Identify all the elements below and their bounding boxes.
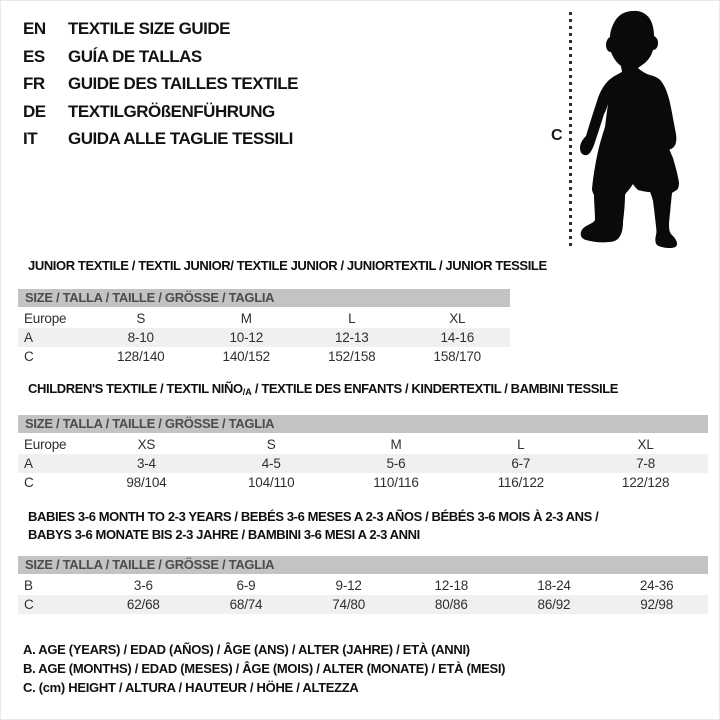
child-silhouette-icon (578, 6, 710, 249)
size-value: 24-36 (639, 578, 674, 593)
title-line-2: BABYS 3-6 MONATE BIS 2-3 JAHRE / BAMBINI 3-6 MESI A 2-3 ANNI (28, 527, 420, 542)
size-value: 92/98 (605, 595, 708, 614)
table-row-a (18, 328, 510, 347)
size-value: 3-4 (84, 454, 209, 473)
size-value: XS (137, 437, 156, 452)
size-value: 152/158 (328, 349, 376, 364)
table-row-europe (18, 435, 708, 454)
title-text: CHILDREN'S TEXTILE / TEXTIL NIÑO (28, 381, 243, 396)
height-measure-line (569, 12, 572, 250)
junior-size-table (18, 309, 510, 366)
junior-section (18, 258, 547, 366)
size-value: 158/170 (433, 349, 481, 364)
language-code: DE (23, 101, 46, 121)
size-value: 9-12 (335, 578, 362, 593)
size-value: 8-10 (88, 328, 194, 347)
size-value: 18-24 (537, 578, 571, 593)
row-label: B (24, 578, 33, 593)
row-label: A (18, 454, 84, 473)
table-row-c (18, 595, 708, 614)
table-row-a (18, 454, 708, 473)
size-value: 68/74 (195, 595, 298, 614)
language-label: TEXTILE SIZE GUIDE (68, 19, 230, 38)
language-row (23, 70, 298, 98)
size-value: 62/68 (92, 595, 195, 614)
size-header-bar: SIZE / TALLA / TAILLE / GRÖSSE / TAGLIA (18, 415, 708, 433)
row-label: C (24, 349, 34, 364)
language-row (23, 15, 298, 43)
babies-size-table (18, 576, 708, 614)
row-label: A (18, 328, 88, 347)
size-value: 116/122 (497, 475, 544, 490)
footnote-c: C. (cm) HEIGHT / ALTURA / HAUTEUR / HÖHE / ALTEZZA (23, 680, 359, 695)
language-label: GUIDA ALLE TAGLIE TESSILI (68, 129, 293, 148)
language-list (23, 15, 298, 153)
children-section-title (28, 382, 708, 399)
size-value: 128/140 (117, 349, 165, 364)
language-label: GUÍA DE TALLAS (68, 46, 202, 66)
title-subscript: /A (242, 387, 252, 397)
language-code: FR (23, 74, 45, 93)
children-section (18, 382, 708, 492)
row-label: Europe (24, 311, 67, 326)
size-value: 12-13 (299, 328, 405, 347)
language-row (23, 98, 298, 126)
size-value: 74/80 (297, 595, 400, 614)
size-value: 12-18 (434, 578, 469, 593)
table-row-b (18, 576, 708, 595)
size-value: 6-9 (236, 578, 256, 593)
size-value: 80/86 (400, 595, 503, 614)
height-label-c: C (551, 127, 563, 144)
title-line-1: BABIES 3-6 MONTH TO 2-3 YEARS / BEBÉS 3-6 MESES A 2-3 AÑOS / BÉBÉS 3-6 MOIS À 2-3 ANS / (28, 509, 599, 524)
size-value: 104/110 (247, 475, 295, 490)
size-value: XL (449, 311, 466, 326)
size-header-bar: SIZE / TALLA / TAILLE / GRÖSSE / TAGLIA (18, 289, 510, 307)
size-header-bar: SIZE / TALLA / TAILLE / GRÖSSE / TAGLIA (18, 556, 708, 574)
size-value: 14-16 (405, 328, 511, 347)
language-row (23, 43, 298, 71)
size-value: L (348, 311, 356, 326)
junior-section-title: JUNIOR TEXTILE / TEXTIL JUNIOR/ TEXTILE JUNIOR / JUNIORTEXTIL / JUNIOR TESSILE (28, 258, 547, 273)
size-value: 4-5 (209, 454, 334, 473)
language-code: EN (23, 19, 46, 38)
size-value: L (517, 437, 525, 452)
table-row-c (18, 347, 510, 366)
table-row-europe (18, 309, 510, 328)
size-value: 3-6 (133, 578, 153, 593)
size-value: S (266, 437, 276, 452)
size-value: 110/116 (373, 475, 419, 490)
row-label: C (18, 595, 92, 614)
language-label: TEXTILGRÖßENFÜHRUNG (68, 101, 275, 121)
row-label: C (24, 475, 34, 490)
size-value: 122/128 (621, 475, 670, 490)
size-value: S (136, 311, 146, 326)
row-label: Europe (24, 437, 67, 452)
babies-section-title (28, 508, 708, 544)
size-value: XL (637, 437, 654, 452)
footnote-a: A. AGE (YEARS) / EDAD (AÑOS) / ÂGE (ANS) / ALTER (JAHRE) / ETÀ (ANNI) (23, 642, 470, 657)
size-value: 10-12 (194, 328, 300, 347)
footnote-b: B. AGE (MONTHS) / EDAD (MESES) / ÂGE (MOIS) / ALTER (MONATE) / ETÀ (MESI) (23, 661, 506, 676)
size-value: M (240, 311, 252, 326)
size-value: 98/104 (126, 475, 167, 490)
language-row (23, 125, 298, 153)
title-text: / TEXTILE DES ENFANTS / KINDERTEXTIL / BAMBINI TESSILE (251, 381, 619, 396)
size-value: 86/92 (503, 595, 606, 614)
size-value: 5-6 (334, 454, 459, 473)
language-label: GUIDE DES TAILLES TEXTILE (68, 74, 298, 93)
size-value: 7-8 (583, 454, 708, 473)
language-code: ES (23, 46, 45, 66)
size-value: M (390, 437, 402, 452)
footnotes (23, 640, 505, 697)
size-value: 140/152 (222, 349, 270, 364)
language-code: IT (23, 129, 38, 148)
table-row-c (18, 473, 708, 492)
size-value: 6-7 (458, 454, 583, 473)
children-size-table (18, 435, 708, 492)
babies-section (18, 508, 708, 614)
